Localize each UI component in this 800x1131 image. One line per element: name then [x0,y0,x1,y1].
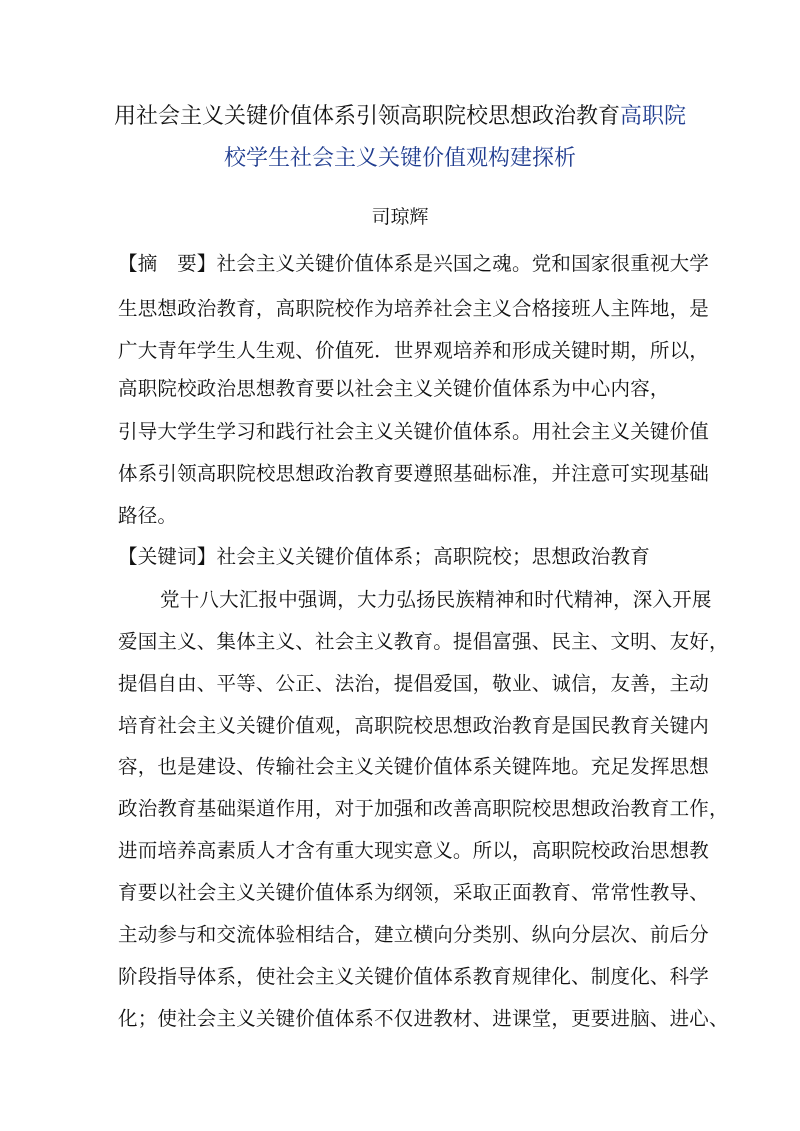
body-line: 政治教育基础渠道作用，对于加强和改善高职院校思想政治教育工作， [118,797,729,820]
keywords-line: 【关键词】社会主义关键价值体系；高职院校；思想政治教育 [118,545,650,568]
abstract-line: 生思想政治教育，高职院校作为培养社会主义合格接班人主阵地，是 [118,297,710,320]
body-line: 阶段指导体系，使社会主义关键价值体系教育规律化、制度化、科学 [118,965,710,988]
body-line: 主动参与和交流体验相结合，建立横向分类别、纵向分层次、前后分 [118,923,710,946]
abstract-line: 路径。 [118,504,178,527]
body-line: 党十八大汇报中强调，大力弘扬民族精神和时代精神，深入开展 [160,588,712,611]
abstract-line: 【摘 要】社会主义关键价值体系是兴国之魂。党和国家很重视大学 [118,252,710,275]
abstract-line: 高职院校政治思想教育要以社会主义关键价值体系为中心内容， [118,377,670,400]
body-line: 容，也是建设、传输社会主义关键价值体系关键阵地。充足发挥思想 [118,755,710,778]
body-line: 化；使社会主义关键价值体系不仅进教材、进课堂，更要进脑、进心、 [118,1007,729,1030]
title-line-1 [80,102,720,132]
abstract-line: 引导大学生学习和践行社会主义关键价值体系。用社会主义关键价值 [118,420,710,443]
body-line: 育要以社会主义关键价值体系为纲领，采取正面教育、常常性教导、 [118,881,710,904]
body-line: 爱国主义、集体主义、社会主义教育。提倡富强、民主、文明、友好， [118,630,729,653]
author-name: 司琼辉 [371,206,429,228]
title-text: 用社会主义关键价值体系引领高职院校思想政治教育 [113,104,620,129]
body-line: 进而培养高素质人才含有重大现实意义。所以，高职院校政治思想教 [118,839,710,862]
body-line: 提倡自由、平等、公正、法治，提倡爱国，敬业、诚信，友善，主动 [118,672,710,695]
abstract-line: 体系引领高职院校思想政治教育要遵照基础标准，并注意可实现基础 [118,462,710,485]
title-highlight-text-2: 校学生社会主义关键价值观构建探析 [223,146,576,171]
abstract-line: 广大青年学生人生观、价值死．世界观培养和形成关键时期，所以， [118,339,710,362]
title-line-2 [80,144,720,174]
title-highlight-text: 高职院 [620,104,687,129]
body-line: 培育社会主义关键价值观，高职院校思想政治教育是国民教育关键内 [118,714,710,737]
